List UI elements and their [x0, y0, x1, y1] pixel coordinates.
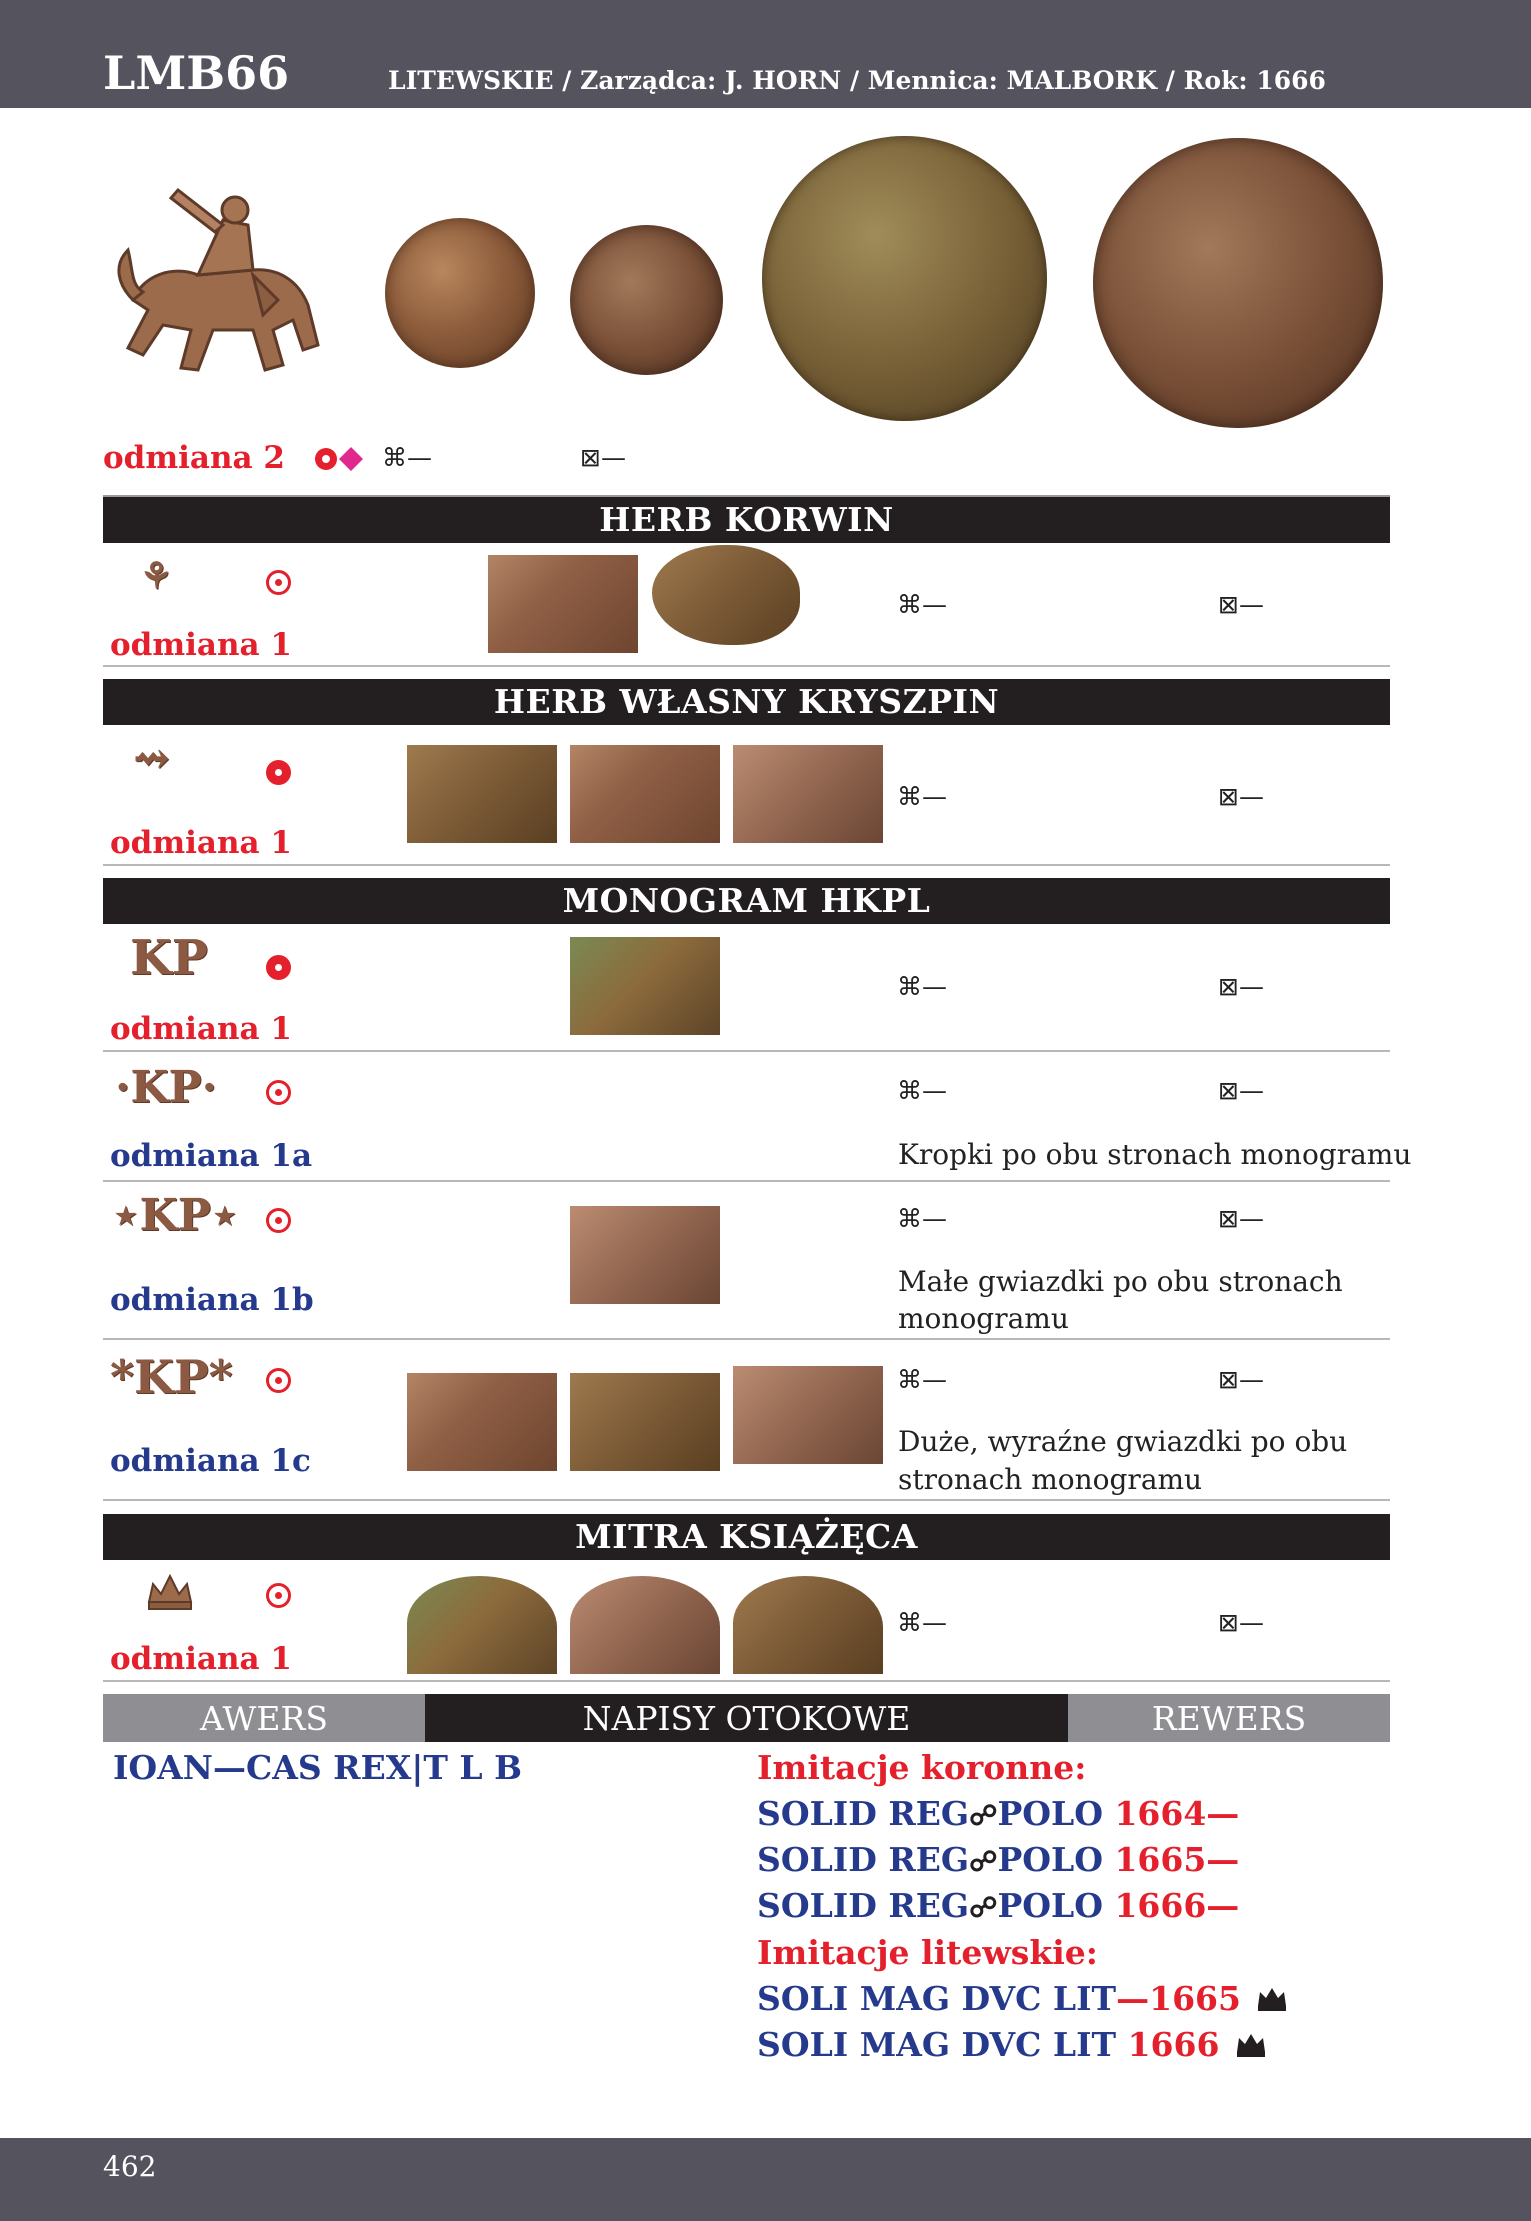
- variant-label: odmiana 1a: [110, 1138, 313, 1174]
- pogon-rider-image: [103, 180, 343, 395]
- variant-note-line1: Duże, wyraźne gwiazdki po obu: [898, 1425, 1348, 1458]
- target-icon: [266, 570, 291, 595]
- monogram-mark: KP: [130, 930, 208, 986]
- coin-fragment: [407, 1373, 557, 1471]
- coin-fragment: [570, 937, 720, 1035]
- inscription-text: SOLI MAG DVC LIT: [757, 2025, 1128, 2064]
- coin-fragment: [733, 1576, 883, 1674]
- crown-inscription-line: [757, 1886, 1239, 1928]
- target-icon: [266, 760, 291, 785]
- reverse-symbol: ⊠—: [1218, 972, 1264, 1001]
- obverse-symbol: ⌘—: [897, 1608, 947, 1637]
- coin-fragment: [570, 745, 720, 843]
- coin-fragment: [407, 745, 557, 843]
- monogram-mark-small-stars: ⋆KP⋆: [112, 1190, 239, 1241]
- variant-label: odmiana 1b: [110, 1282, 314, 1318]
- rosette-icon: [313, 445, 367, 473]
- variant-label: odmiana 1: [110, 1011, 293, 1047]
- inscription-year: 1665—: [1114, 1840, 1240, 1879]
- lit-imitations-heading: Imitacje litewskie:: [757, 1933, 1098, 1972]
- catalog-code: LMB66: [103, 46, 290, 100]
- coin-fragment: [570, 1373, 720, 1471]
- coin-fragment: [733, 745, 883, 843]
- coin-obverse-small: [385, 218, 535, 368]
- inscription-text: POLO: [997, 1794, 1115, 1833]
- reverse-symbol: ⊠—: [1218, 1365, 1264, 1394]
- variant-label: odmiana 2: [103, 440, 286, 476]
- divider: [103, 1680, 1390, 1682]
- page-number: 462: [103, 2150, 157, 2183]
- reverse-symbol: ⊠—: [1218, 1204, 1264, 1233]
- target-icon: [266, 1583, 291, 1608]
- divider: [103, 1180, 1390, 1182]
- target-icon: [266, 1368, 291, 1393]
- header-details: LITEWSKIE / Zarządca: J. HORN / Mennica: MALBORK / Rok: 1666: [388, 66, 1326, 95]
- coin-fragment: [407, 1576, 557, 1674]
- variant-label: odmiana 1: [110, 825, 293, 861]
- footer-bar: [0, 2138, 1531, 2221]
- inscription-year: 1666—: [1114, 1886, 1240, 1925]
- divider: [103, 665, 1390, 667]
- crown-icon: [1235, 2027, 1267, 2067]
- coin-fragment: [733, 1366, 883, 1464]
- divider: [103, 1499, 1390, 1501]
- arms-icon: ☍: [969, 1845, 998, 1878]
- obverse-symbol: ⌘—: [897, 782, 947, 811]
- crown-inscription-line: [757, 1840, 1239, 1882]
- inscription-text: SOLID REG: [757, 1794, 970, 1833]
- variant-label: odmiana 1: [110, 627, 293, 663]
- napisy-band: NAPISY OTOKOWE: [425, 1694, 1068, 1742]
- obverse-symbol: ⌘—: [897, 1365, 947, 1394]
- inscription-text: SOLID REG: [757, 1886, 970, 1925]
- reverse-symbol: ⊠—: [580, 443, 626, 472]
- mitre-crown-mark: [145, 1572, 195, 1612]
- inscription-year: 1666: [1127, 2025, 1220, 2064]
- coin-fragment: [488, 555, 638, 653]
- korwin-raven-mark: ⚘: [140, 555, 173, 597]
- section-title-monogram: MONOGRAM HKPL: [103, 878, 1390, 924]
- variant-note-line1: Małe gwiazdki po obu stronach: [898, 1265, 1343, 1298]
- monogram-mark-dots: ·KP·: [115, 1062, 217, 1113]
- variant-note: Kropki po obu stronach monogramu: [898, 1138, 1412, 1171]
- rewers-band: REWERS: [1068, 1694, 1390, 1742]
- inscription-text: SOLI MAG DVC LIT: [757, 1979, 1117, 2018]
- obverse-symbol: ⌘—: [897, 1204, 947, 1233]
- coin-fragment: [652, 545, 800, 645]
- reverse-symbol: ⊠—: [1218, 782, 1264, 811]
- inscription-text: SOLID REG: [757, 1840, 970, 1879]
- reverse-symbol: ⊠—: [1218, 1076, 1264, 1105]
- obverse-symbol: ⌘—: [897, 1076, 947, 1105]
- awers-inscription: IOAN—CAS REX|T L B: [113, 1748, 522, 1787]
- monogram-mark-large-stars: *KP*: [110, 1350, 233, 1404]
- section-title-mitra: MITRA KSIĄŻĘCA: [103, 1514, 1390, 1560]
- section-title-kryszpin: HERB WŁASNY KRYSZPIN: [103, 679, 1390, 725]
- lit-inscription-line: [757, 1979, 1288, 2021]
- inscription-year: —1665: [1116, 1979, 1241, 2018]
- crown-inscription-line: [757, 1794, 1239, 1836]
- variant-note-line2: stronach monogramu: [898, 1463, 1203, 1496]
- coin-fragment: [570, 1576, 720, 1674]
- obverse-symbol: ⌘—: [897, 972, 947, 1001]
- lit-inscription-line: [757, 2025, 1267, 2067]
- coin-fragment: [570, 1206, 720, 1304]
- coin-reverse-large: [1093, 138, 1383, 428]
- target-icon: [266, 955, 291, 980]
- target-icon: [266, 1208, 291, 1233]
- arms-icon: ☍: [969, 1799, 998, 1832]
- target-icon: [266, 1080, 291, 1105]
- inscription-year: 1664—: [1114, 1794, 1240, 1833]
- divider: [103, 1338, 1390, 1340]
- divider: [103, 1050, 1390, 1052]
- crown-icon: [1256, 1981, 1288, 2021]
- variant-label: odmiana 1c: [110, 1443, 311, 1479]
- kryszpin-arrow-mark: ⇝: [133, 733, 170, 784]
- section-title-korwin: HERB KORWIN: [103, 497, 1390, 543]
- inscription-text: POLO: [997, 1886, 1115, 1925]
- reverse-symbol: ⊠—: [1218, 1608, 1264, 1637]
- crown-imitations-heading: Imitacje koronne:: [757, 1748, 1087, 1787]
- obverse-symbol: ⌘—: [382, 443, 432, 472]
- awers-band: AWERS: [103, 1694, 425, 1742]
- coin-obverse-large: [762, 136, 1047, 421]
- reverse-symbol: ⊠—: [1218, 590, 1264, 619]
- variant-note-line2: monogramu: [898, 1302, 1069, 1335]
- divider: [103, 864, 1390, 866]
- obverse-symbol: ⌘—: [897, 590, 947, 619]
- arms-icon: ☍: [969, 1891, 998, 1924]
- inscription-text: POLO: [997, 1840, 1115, 1879]
- variant-label: odmiana 1: [110, 1641, 293, 1677]
- coin-reverse-small: [570, 225, 723, 375]
